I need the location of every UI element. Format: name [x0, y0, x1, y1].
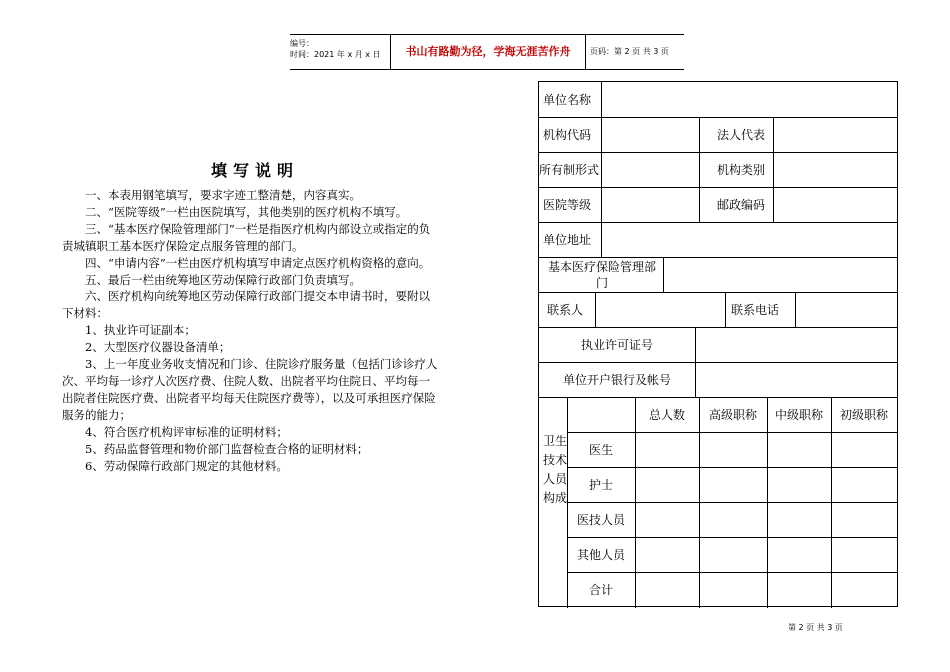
instruction-item: 四、“申请内容”一栏由医疗机构填写申请定点医疗机构资格的意向。: [85, 255, 431, 270]
col-senior: 高级职称: [708, 408, 757, 422]
time-label: 时间：2021 年 x 月 x 日: [290, 50, 381, 59]
row-doctor: 医生: [588, 443, 613, 457]
label-bank-account: 单位开户银行及帐号: [562, 373, 671, 387]
instruction-item: 5、药品监督管理和物价部门监督检查合格的证明材料；: [85, 441, 369, 456]
row-other: 其他人员: [576, 548, 625, 562]
instruction-item: 三、“基本医疗保险管理部门”一栏是指医疗机构内部设立或指定的负责城镇职工基本医疗保险定点服务管理的部门。: [62, 221, 431, 253]
instruction-item: 2、大型医疗仪器设备清单；: [85, 340, 231, 355]
row-technician: 医技人员: [576, 513, 625, 527]
label-staff-composition: 卫生技术人员构成: [543, 434, 568, 505]
page-footer: 第 2 页 共 3 页: [788, 623, 843, 632]
page-header: [290, 34, 684, 70]
instruction-item: 1、执业许可证副本；: [85, 323, 196, 338]
instruction-item: 3、上一年度业务收支情况和门诊、住院诊疗服务量（包括门诊诊疗人次、平均每一诊疗人次医疗费、住院人数、出院者平均住院日、平均每一出院者住院医疗费、出院者平均每天住院医疗费等），以及可承担医疗保险服务的能力；: [62, 357, 438, 422]
label-license-no: 执业许可证号: [580, 338, 653, 352]
label-contact-phone: 联系电话: [731, 303, 780, 317]
label-postal-code: 邮政编码: [717, 198, 766, 212]
header-meta: [290, 35, 390, 72]
label-legal-rep: 法人代表: [717, 128, 766, 142]
instruction-item: 五、最后一栏由统筹地区劳动保障行政部门负责填写。: [85, 272, 361, 287]
instructions-title: 填写说明: [210, 161, 299, 180]
label-org-code: 机构代码: [543, 128, 592, 142]
col-intermediate: 中级职称: [774, 408, 823, 422]
instruction-item: 一、本表用钢笔填写，要求字迹工整清楚，内容真实。: [85, 188, 361, 202]
instruction-item: 二、“医院等级”一栏由医院填写，其他类别的医疗机构不填写。: [85, 204, 408, 219]
label-address: 单位地址: [543, 233, 592, 247]
row-nurse: 护士: [588, 478, 613, 492]
label-insurance-dept: 基本医疗保险管理部门: [547, 259, 656, 290]
label-ownership: 所有制形式: [539, 163, 600, 177]
instruction-item: 6、劳动保障行政部门规定的其他材料。: [85, 458, 288, 473]
instruction-item: 六、医疗机构向统筹地区劳动保障行政部门提交本申请书时，要附以下材料：: [62, 289, 430, 321]
number-label: 编号：: [290, 39, 314, 48]
instruction-item: 4、符合医疗机构评审标准的证明材料；: [85, 424, 288, 439]
header-motto: 书山有路勤为径，学海无涯苦作舟: [390, 35, 586, 69]
label-hospital-level: 医院等级: [543, 198, 592, 212]
application-form: [538, 81, 898, 607]
col-junior: 初级职称: [839, 408, 888, 422]
row-total: 合计: [588, 583, 613, 597]
label-org-type: 机构类别: [717, 163, 766, 177]
instructions-body: [62, 187, 438, 474]
col-total: 总人数: [648, 408, 685, 422]
label-contact: 联系人: [547, 303, 584, 317]
label-unit-name: 单位名称: [543, 93, 592, 107]
header-page: 页码：第 2 页 共 3 页: [590, 47, 669, 56]
